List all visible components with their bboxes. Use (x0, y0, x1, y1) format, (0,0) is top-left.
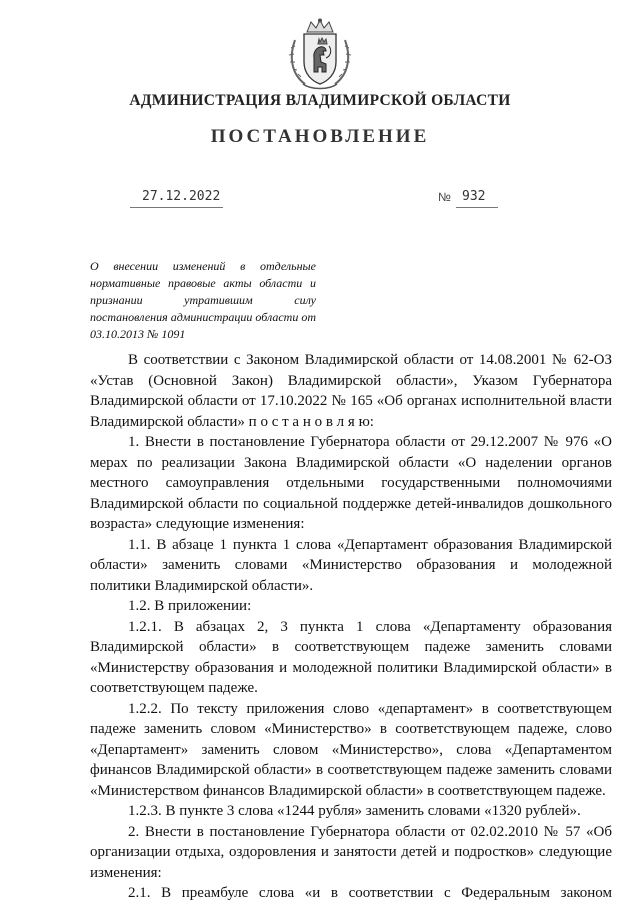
body-paragraph: 2. Внести в постановление Губернатора области от 02.02.2010 № 57 «Об организации отдыха, оздоровления и занятости детей и подростков» следующие изменения: (90, 823, 612, 881)
number-underline (456, 207, 498, 208)
body-paragraph: 1.1. В абзаце 1 пункта 1 слова «Департамент образования Владимирской области» заменить словами «Министерство образования и молодежной политики Владимирской области». (90, 536, 612, 594)
body-paragraph: 1. Внести в постановление Губернатора области от 29.12.2007 № 976 «О мерах по реализации Закона Владимирской области «О наделении органов местного самоуправления отдельными государственными полномочиями Владимирской области по социальной поддержке детей-инвалидов дошкольного возраста» следующие изменения: (90, 434, 612, 532)
document-subject: О внесении изменений в отдельные нормативные правовые акты области и признании утратившим силу постановления администрации области от 03.10.2013 № 1091 (90, 259, 316, 341)
body-paragraph: В соответствии с Законом Владимирской области от 14.08.2001 № 62-ОЗ «Устав (Основной Закон) Владимирской области», Указом Губернатора Владимирской области от 17.10.2022 № 165 «Об органах исполнительной власти Владимирской области» п о с т а н о в л я ю: (90, 352, 612, 430)
body-paragraph: 1.2.2. По тексту приложения слово «департамент» в соответствующем падеже заменить словом «Министерство» в соответствующем падеже, слово «Департамент» заменить словом «Министерство», слова «Департаментом финансов Владимирской области» в соответствующем падеже заменить словами «Министерством финансов Владимирской области» в соответствующем падеже. (90, 700, 612, 799)
document-date: 27.12.2022 (142, 189, 221, 204)
document-number: 932 (462, 189, 486, 204)
document-type-title: ПОСТАНОВЛЕНИЕ (210, 126, 430, 147)
document-body (90, 350, 612, 904)
coat-of-arms-icon (287, 18, 353, 90)
body-paragraph: 1.2.1. В абзацах 2, 3 пункта 1 слова «Департаменту образования Владимирской области» в соответствующем падеже заменить словами «Министерству образования и молодежной политики Владимирской области» в соответствующем падеже. (90, 618, 612, 696)
number-sign: № (438, 190, 451, 204)
body-paragraph: 1.2. В приложении: (128, 598, 252, 614)
body-paragraph: 2.1. В преамбуле слова «и в соответствии с Федеральным законом (128, 885, 612, 901)
body-paragraph: 1.2.3. В пункте 3 слова «1244 рубля» заменить словами «1320 рублей». (128, 803, 581, 819)
date-underline (130, 207, 223, 208)
organization-name: АДМИНИСТРАЦИЯ ВЛАДИМИРСКОЙ ОБЛАСТИ (129, 92, 511, 109)
